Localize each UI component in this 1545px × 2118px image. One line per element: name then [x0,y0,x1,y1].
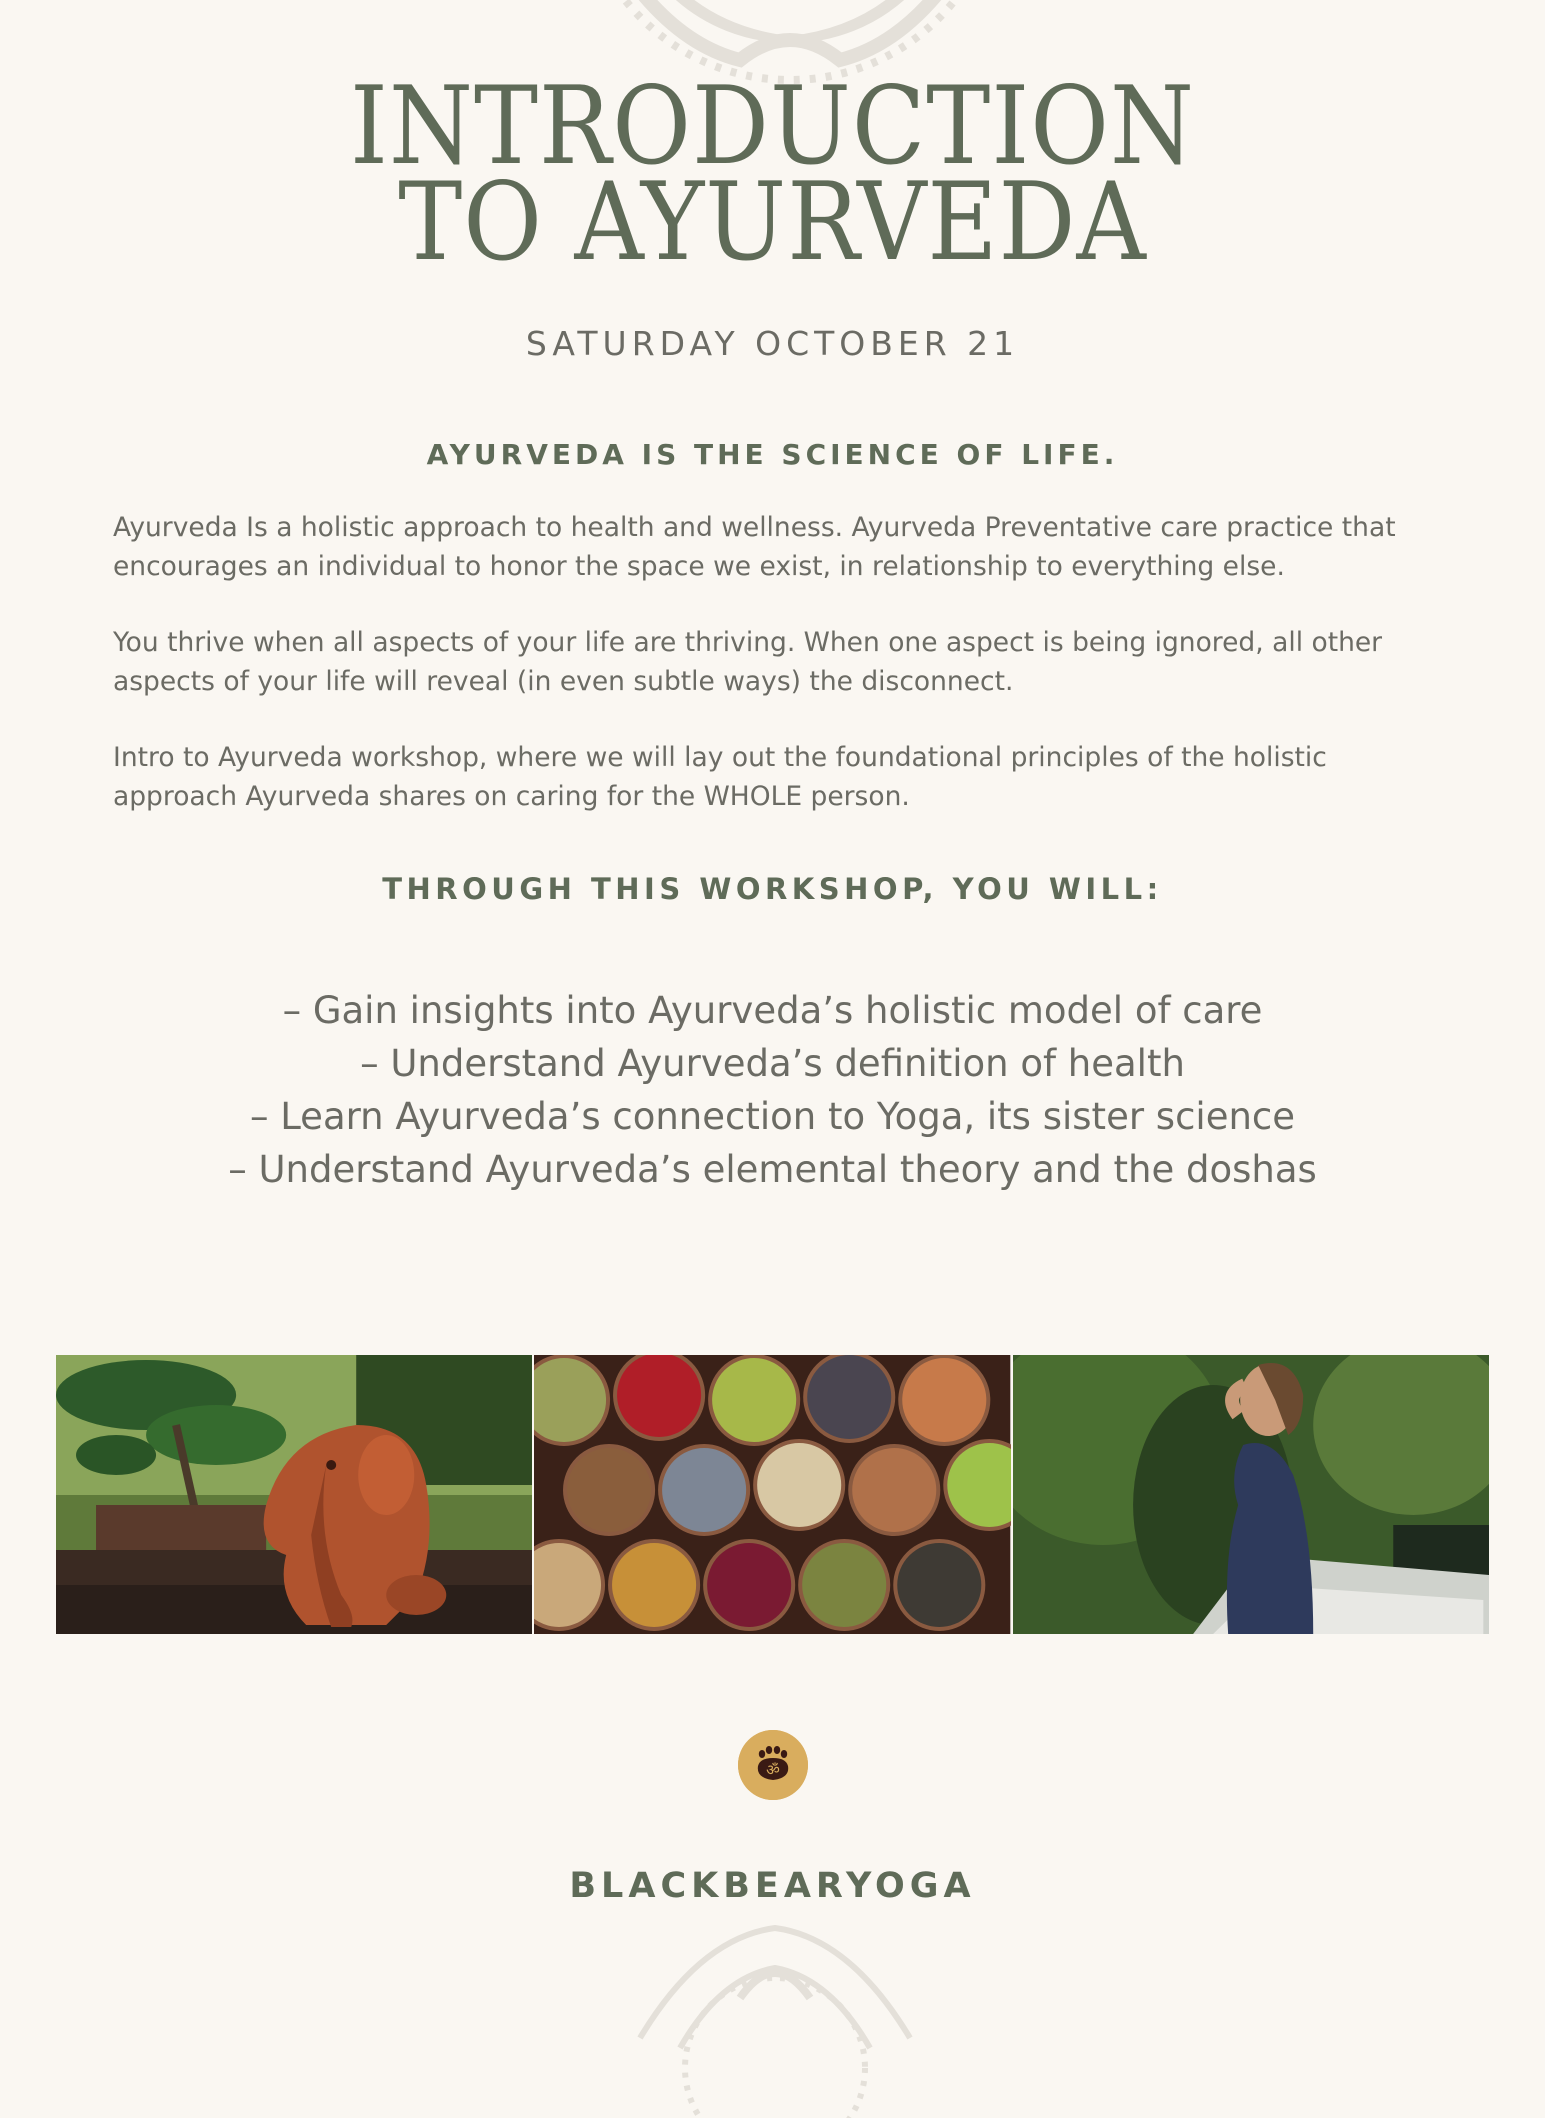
workshop-outcomes-list [0,984,1545,1196]
list-item: – Gain insights into Ayurveda’s holistic model of care [282,989,1263,1032]
photo-strip [56,1355,1489,1634]
science-of-life-heading: AYURVEDA IS THE SCIENCE OF LIFE. [426,438,1119,471]
list-item: – Learn Ayurveda’s connection to Yoga, its sister science [249,1095,1296,1138]
list-item: – Understand Ayurveda’s definition of health [360,1042,1185,1085]
list-item: – Understand Ayurveda’s elemental theory and the doshas [228,1148,1317,1191]
title-line-2: TO AYURVEDA [398,159,1147,285]
bear-paw-om-icon [738,1730,808,1800]
title-line-1: INTRODUCTION [350,63,1195,189]
person-stretching-outdoors-photo [1013,1355,1489,1634]
mandala-decoration-bottom-icon [620,1918,930,2118]
bear-paw-om-logo [738,1730,808,1800]
intro-paragraph-2: You thrive when all aspects of your life are thriving. When one aspect is being ignored, all other aspects of your life will reveal (in even subtle ways) the disconnect. [113,627,1383,697]
workshop-outcomes-heading: THROUGH THIS WORKSHOP, YOU WILL: [382,872,1163,906]
intro-paragraph-1: Ayurveda Is a holistic approach to health and wellness. Ayurveda Preventative care practice that encourages an individual to honor the space we exist, in relationship to everything else. [113,512,1396,582]
event-date: SATURDAY OCTOBER 21 [525,324,1020,363]
brand-name: BLACKBEARYOGA [569,1866,976,1906]
spice-bowls-photo [534,1355,1010,1634]
page-title [0,63,1545,285]
elephant-statue-bonsai-photo [56,1355,532,1634]
intro-paragraph-3: Intro to Ayurveda workshop, where we will lay out the foundational principles of the holistic approach Ayurveda shares on caring for the WHOLE person. [113,742,1327,812]
svg-text:ॐ: ॐ [766,1761,780,1779]
